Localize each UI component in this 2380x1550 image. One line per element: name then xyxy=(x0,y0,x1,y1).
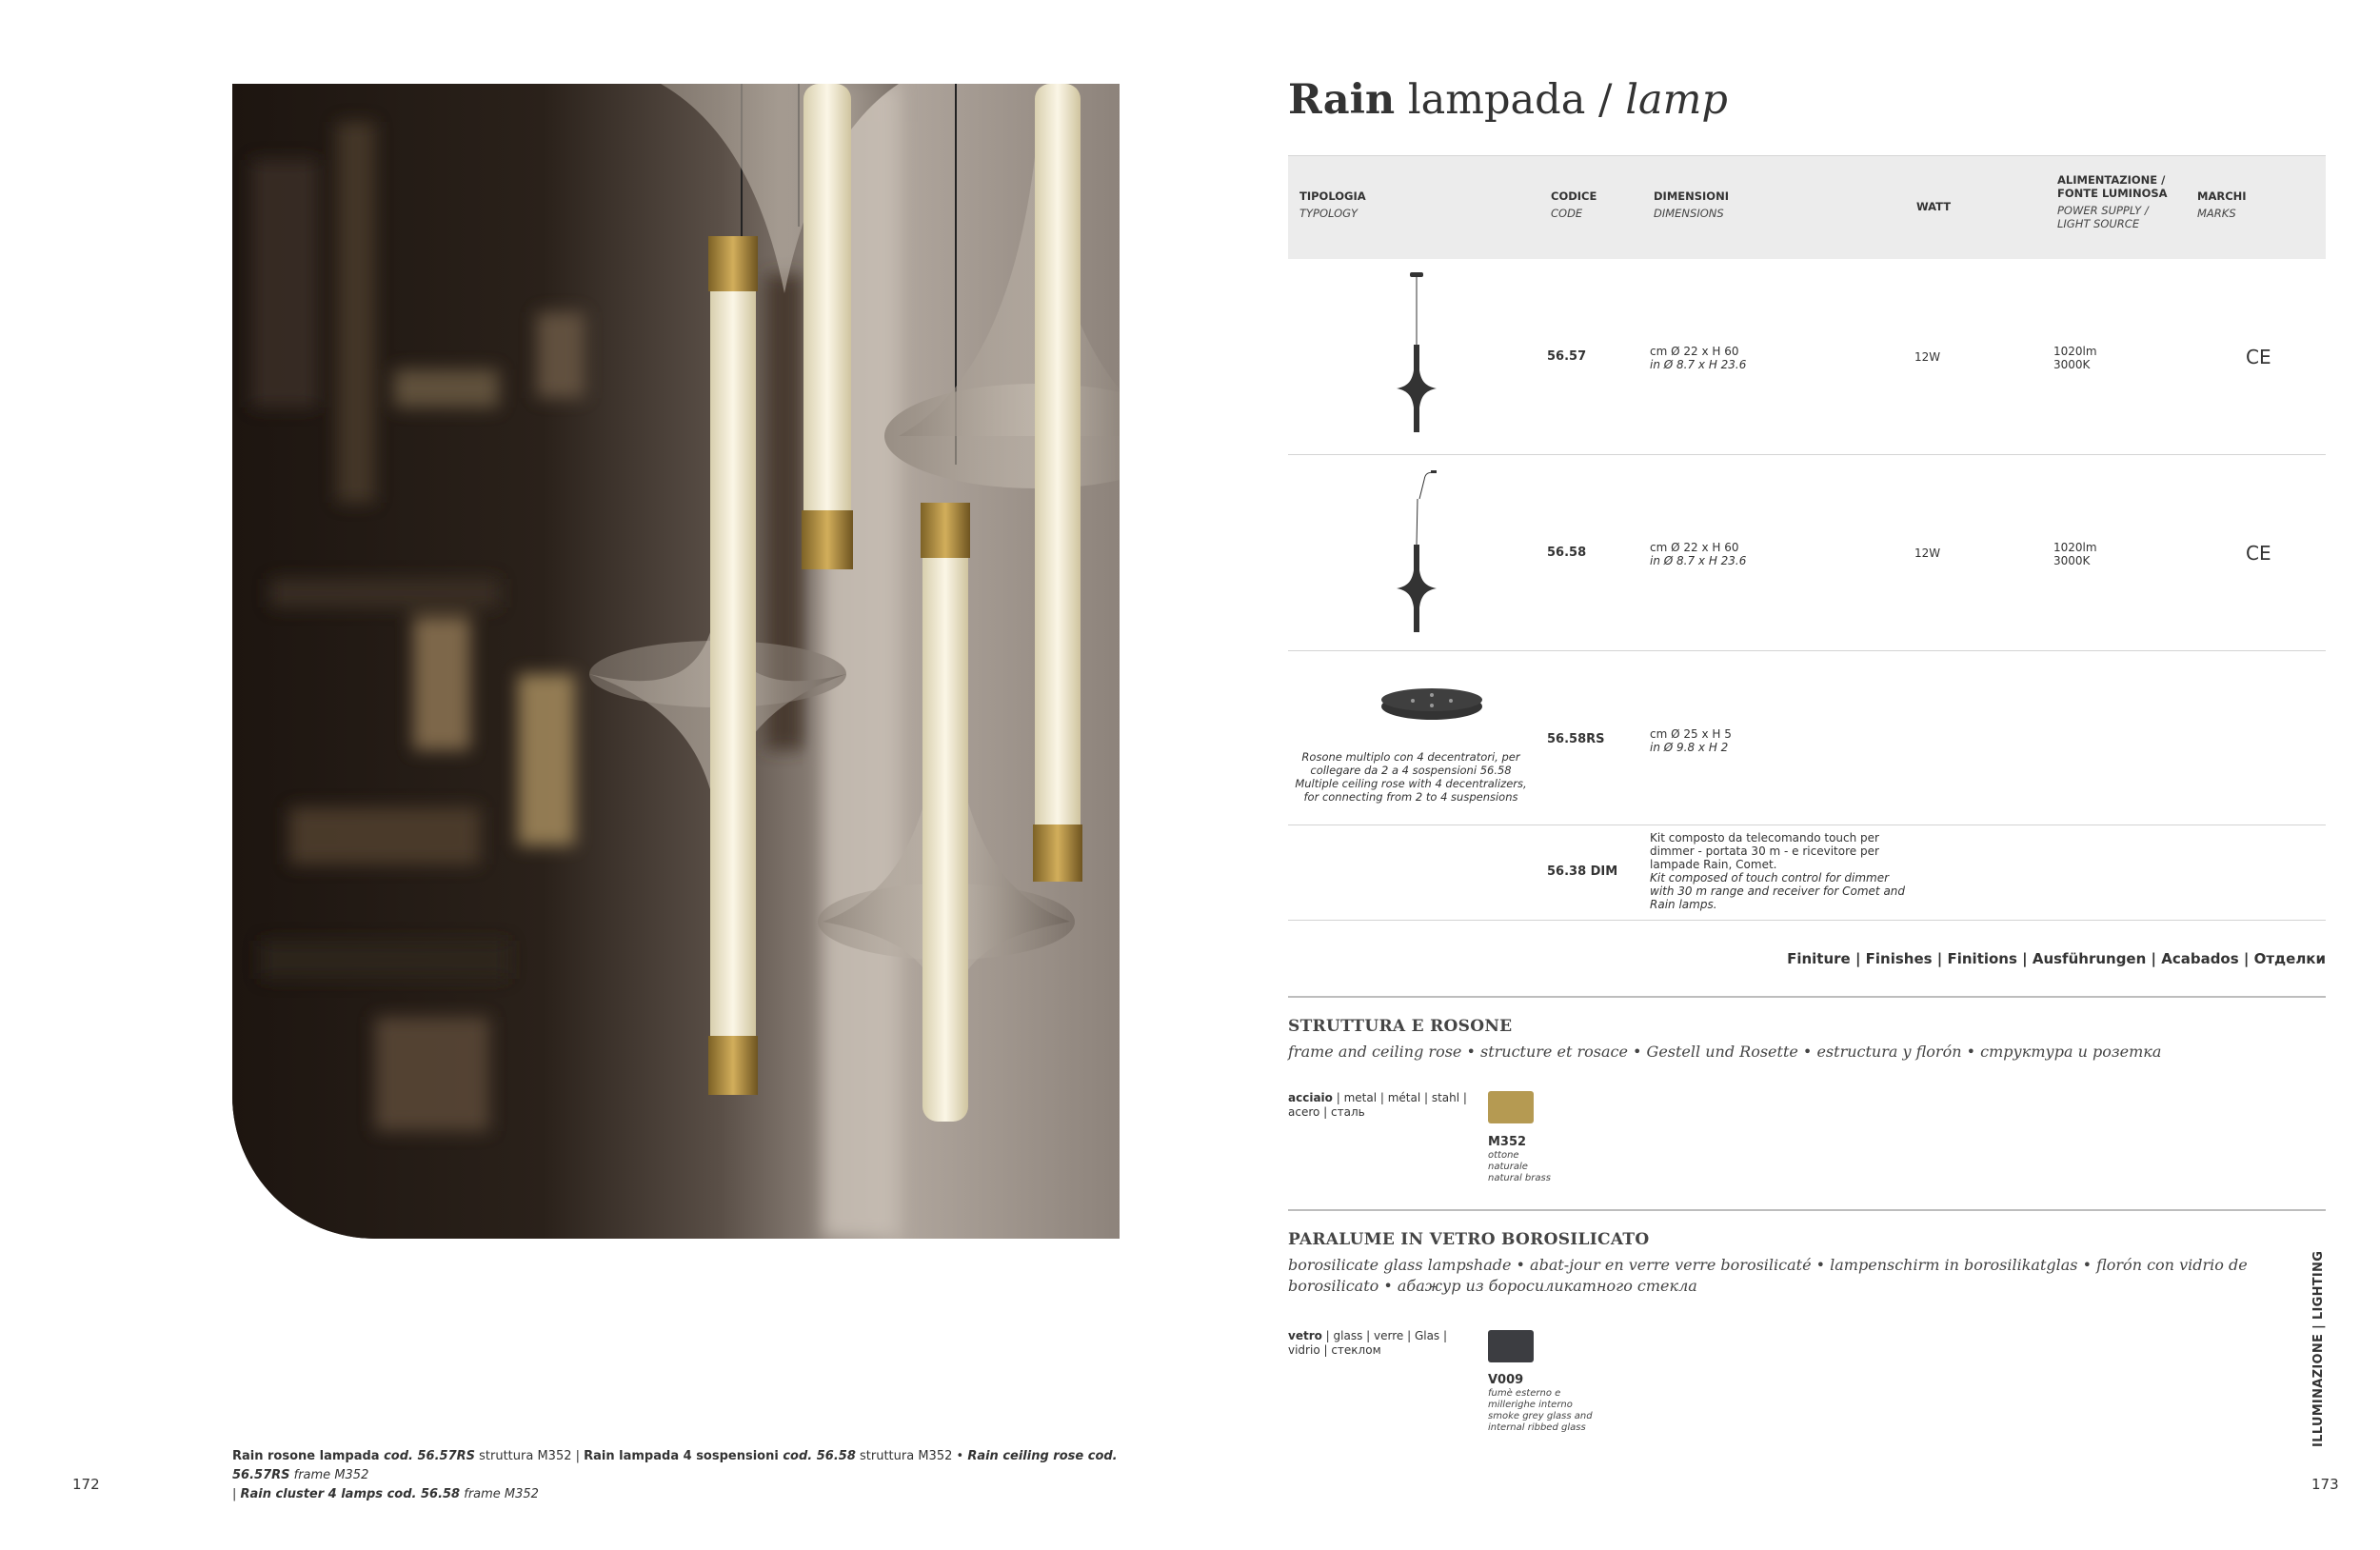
caption-part: struttura M352 • xyxy=(855,1449,968,1463)
row-power: 1020lm 3000K xyxy=(2053,541,2097,567)
header-typology: TIPOLOGIA TYPOLOGY xyxy=(1299,189,1366,220)
row-watt: 12W xyxy=(1914,546,1941,560)
header-code: CODICE CODE xyxy=(1551,189,1597,220)
row-code: 56.38 DIM xyxy=(1547,864,1618,879)
title-english: lamp xyxy=(1625,76,1728,124)
caption-part: cod. 56.58 xyxy=(778,1449,856,1463)
caption-part: Rain cluster 4 lamps cod. 56.58 xyxy=(240,1487,461,1501)
row-dimensions: cm Ø 22 x H 60 in Ø 8.7 x H 23.6 xyxy=(1650,541,1747,567)
table-row xyxy=(1288,455,2326,651)
table-row xyxy=(1288,651,2326,825)
caption-part: Rain rosone lampada xyxy=(232,1449,380,1463)
divider xyxy=(1288,996,2326,998)
material-steel: acciaio | metal | métal | stahl | acero | сталь xyxy=(1288,1091,1467,1119)
section-side-label: ILLUMINAZIONE | LIGHTING xyxy=(2311,1250,2326,1447)
caption-part: Rain lampada 4 sospensioni xyxy=(584,1449,779,1463)
rain-lamp-photo-illustration xyxy=(232,84,1120,1239)
section-subtitle-structure: frame and ceiling rose • structure et rosace • Gestell und Rosette • estructura y florón • структура и розетка xyxy=(1288,1043,2162,1061)
header-power-supply: ALIMENTAZIONE / FONTE LUMINOSA POWER SUPPLY / LIGHT SOURCE xyxy=(2057,173,2168,230)
page-title xyxy=(1288,76,1728,124)
swatch-label-glass: V009 fumè esterno e millerighe interno smoke grey glass and internal ribbed glass xyxy=(1488,1373,1593,1433)
header-dimensions: DIMENSIONI DIMENSIONS xyxy=(1654,189,1729,220)
caption-part: frame M352 xyxy=(289,1468,369,1482)
row-code: 56.58RS xyxy=(1547,732,1605,746)
table-row xyxy=(1288,825,2326,921)
row-code: 56.57 xyxy=(1547,349,1587,364)
ceiling-rose-drawing xyxy=(1379,682,1484,724)
pendant-lamp-drawing xyxy=(1393,270,1440,442)
header-watt: WATT xyxy=(1916,200,1952,213)
title-separator: / xyxy=(1598,76,1613,124)
swatch-smoke-glass[interactable] xyxy=(1488,1330,1534,1362)
section-subtitle-glass: borosilicate glass lampshade • abat-jour en verre verre borosilicaté • lampenschirm in borosilikatglas • florón con vidrio de borosilicato • абажур из боросиликатного стекла xyxy=(1288,1256,2248,1295)
page-number-left: 172 xyxy=(72,1476,100,1493)
material-glass: vetro | glass | verre | Glas | vidrio | стеклом xyxy=(1288,1329,1448,1357)
photo-caption xyxy=(232,1447,1127,1504)
row-watt: 12W xyxy=(1914,350,1941,364)
title-italian: lampada xyxy=(1407,76,1586,124)
divider xyxy=(1288,1209,2326,1211)
caption-part: Rain ceiling rose cod. 56.57RS xyxy=(232,1449,1118,1482)
spec-table-header xyxy=(1288,155,2326,259)
row-kit-description: Kit composto da telecomando touch per dimmer - portata 30 m - e ricevitore per lampade Rain, Comet. Kit composed of touch control for dimmer with 30 m range and receiver for Comet and Rain lamps. xyxy=(1650,831,1906,911)
section-title-structure: STRUTTURA E ROSONE xyxy=(1288,1017,1513,1036)
ceiling-rose-description: Rosone multiplo con 4 decentratori, per collegare da 2 a 4 sospensioni 56.58 Multiple ceiling rose with 4 decentralizers, for connecting from 2 to 4 suspensions xyxy=(1295,750,1527,804)
caption-part: cod. 56.57RS xyxy=(379,1449,475,1463)
spec-table xyxy=(1288,155,2326,921)
row-dimensions: cm Ø 22 x H 60 in Ø 8.7 x H 23.6 xyxy=(1650,345,1747,371)
header-marks: MARCHI MARKS xyxy=(2197,189,2247,220)
caption-part: struttura M352 | xyxy=(475,1449,585,1463)
ce-mark-icon: CE xyxy=(2246,346,2271,368)
swatch-label-brass: M352 ottone naturale natural brass xyxy=(1488,1135,1551,1183)
pendant-lamp-offset-drawing xyxy=(1393,470,1440,642)
page-number-right: 173 xyxy=(2311,1476,2339,1493)
section-title-glass: PARALUME IN VETRO BOROSILICATO xyxy=(1288,1230,1650,1249)
caption-part: | xyxy=(232,1487,241,1501)
caption-part: frame M352 xyxy=(460,1487,539,1501)
ce-mark-icon: CE xyxy=(2246,542,2271,565)
table-row xyxy=(1288,259,2326,455)
row-power: 1020lm 3000K xyxy=(2053,345,2097,371)
finishes-heading: Finiture | Finishes | Finitions | Ausführungen | Acabados | Отделки xyxy=(1787,950,2326,967)
row-code: 56.58 xyxy=(1547,546,1587,560)
swatch-brass[interactable] xyxy=(1488,1091,1534,1123)
title-product-name: Rain xyxy=(1288,76,1396,124)
product-photo xyxy=(232,84,1120,1239)
row-dimensions: cm Ø 25 x H 5 in Ø 9.8 x H 2 xyxy=(1650,727,1732,754)
